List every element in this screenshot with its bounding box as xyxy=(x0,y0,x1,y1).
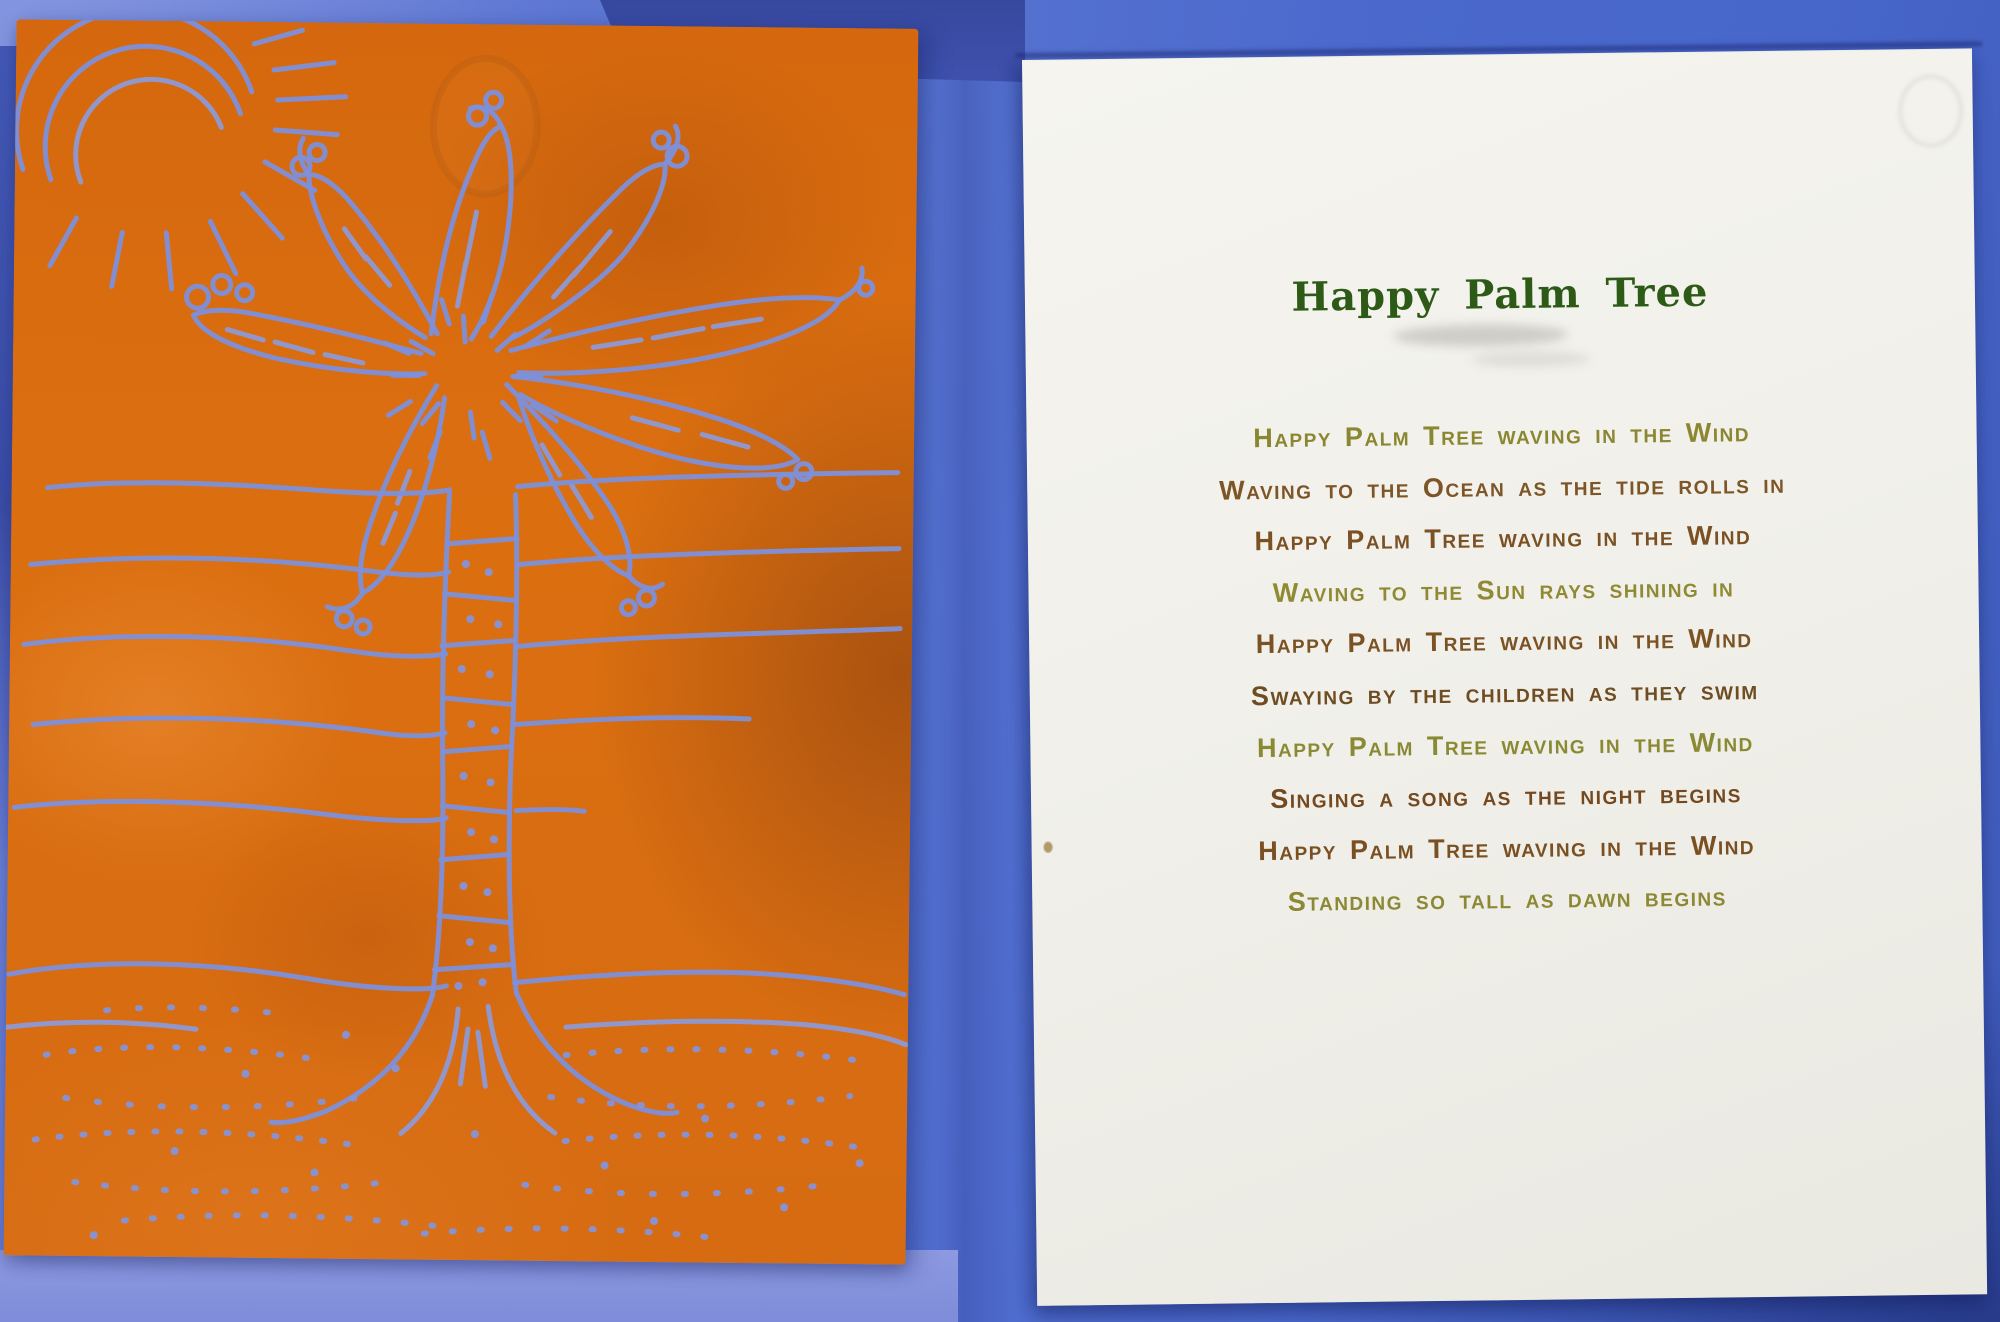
sand-drawing xyxy=(4,962,907,1243)
sun-arc-inner xyxy=(75,79,221,184)
poem-line: Waving to the Sun rays shining in xyxy=(1272,572,1735,608)
coconut xyxy=(213,275,231,293)
trunk-right-edge xyxy=(508,495,522,993)
root-hatch xyxy=(460,1029,486,1086)
water-stain-mark xyxy=(1898,75,1963,148)
wave-line-2 xyxy=(31,539,899,579)
smudge-mark xyxy=(1471,351,1591,367)
frond-southwest-curl xyxy=(327,593,362,610)
sand-scatter-dots xyxy=(94,1032,861,1243)
coconut xyxy=(859,281,873,295)
coconut xyxy=(356,620,370,634)
poem-line: Happy Palm Tree waving in the Wind xyxy=(1256,726,1754,763)
poem-title: Happy Palm Tree xyxy=(1291,268,1709,321)
sun-arc-outer xyxy=(16,19,252,171)
poem-lines xyxy=(1026,404,1982,932)
root-right xyxy=(515,993,678,1114)
poem-line: Swaying by the children as they swim xyxy=(1250,675,1759,712)
coconut xyxy=(186,286,208,308)
sand-dot-row xyxy=(106,1007,286,1015)
coconut xyxy=(336,611,352,627)
coconut xyxy=(237,285,253,301)
poem-line: Happy Palm Tree waving in the Wind xyxy=(1254,520,1752,557)
poem-line: Happy Palm Tree waving in the Wind xyxy=(1255,623,1753,660)
root-inner-right xyxy=(487,1006,556,1133)
sand-dot-row xyxy=(65,1094,365,1109)
poem-line: Happy Palm Tree waving in the Wind xyxy=(1253,417,1751,454)
poem-line: Singing a song as the night begins xyxy=(1270,778,1742,815)
sand-line-right xyxy=(566,1020,906,1045)
poem-line: Happy Palm Tree waving in the Wind xyxy=(1258,829,1756,866)
trunk-left-edge xyxy=(432,494,449,996)
root-inner-left xyxy=(401,1008,458,1134)
sand-dot-row xyxy=(566,1048,856,1060)
sand-dot-row xyxy=(524,1181,834,1196)
water-ring-stain xyxy=(433,58,538,195)
sand-line-left xyxy=(6,1021,196,1029)
sand-dot-row xyxy=(74,1178,394,1193)
palm-tree-print xyxy=(4,19,919,1264)
wave-line-3 xyxy=(24,619,900,661)
coconut xyxy=(638,590,654,606)
sand-dot-row xyxy=(424,1227,724,1239)
wave-line-4 xyxy=(33,711,749,739)
poem-line: Standing so tall as dawn begins xyxy=(1287,881,1727,918)
orange-artwork-paper xyxy=(4,19,919,1264)
sand-dot-row xyxy=(35,1130,355,1145)
sun-drawing xyxy=(15,19,347,290)
sand-dot-row xyxy=(46,1046,326,1061)
poem-paper xyxy=(1022,48,1987,1306)
coconut xyxy=(653,132,669,148)
sand-dot-row xyxy=(565,1133,865,1148)
smudge-mark xyxy=(1393,323,1568,347)
frond-northeast-hatch xyxy=(554,231,611,298)
frond-northwest xyxy=(307,174,439,337)
poem-line: Waving to the Ocean as the tide rolls in xyxy=(1218,468,1786,506)
coconut xyxy=(309,144,325,160)
coconut xyxy=(621,601,635,615)
frond-north-hatch xyxy=(458,212,477,306)
frond-southeast-curl xyxy=(629,576,663,589)
frond-northeast xyxy=(491,162,665,340)
sand-dot-row xyxy=(124,1214,434,1226)
root-left xyxy=(271,994,432,1124)
sand-dot-row xyxy=(550,1093,850,1108)
stain-ring xyxy=(433,58,538,195)
frond-west xyxy=(193,310,426,374)
